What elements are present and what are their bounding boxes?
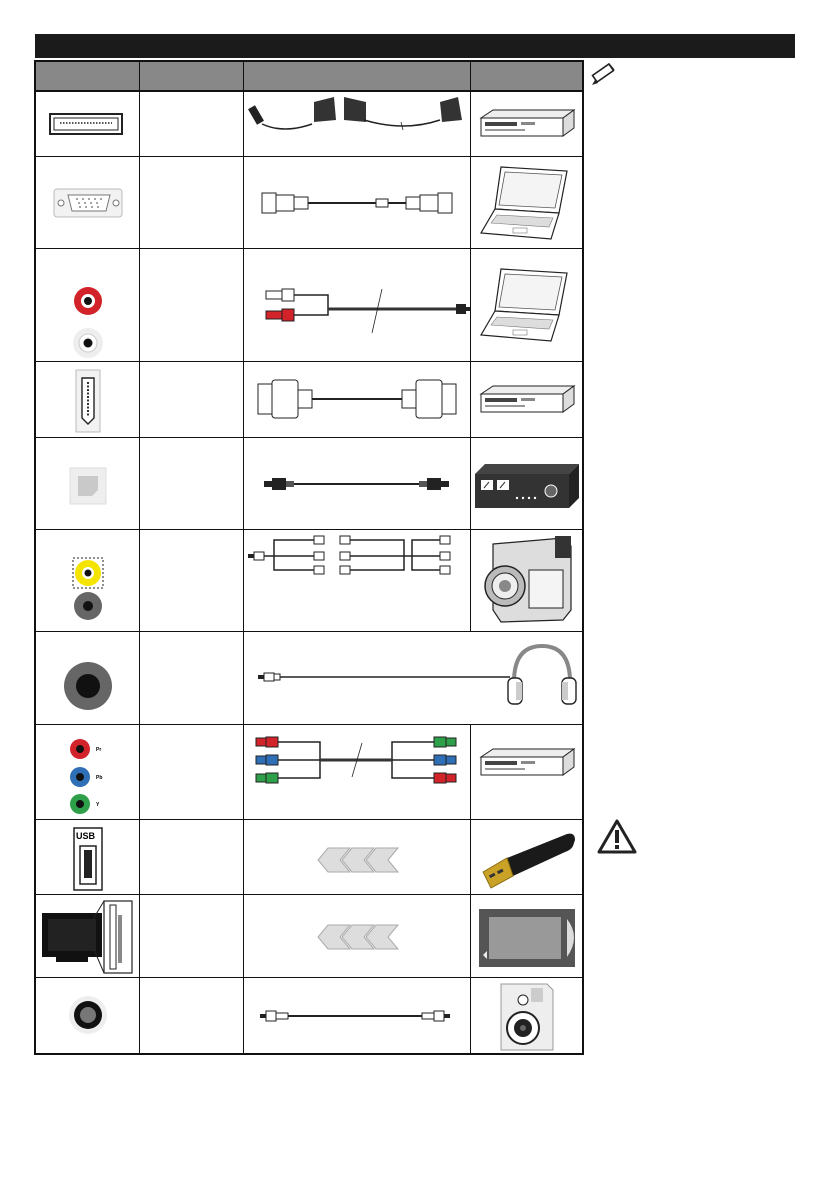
ci-card-icon [471, 895, 582, 978]
table-row [36, 249, 140, 362]
scart-port-icon [36, 92, 140, 157]
audio-split-cable-icon [244, 249, 471, 362]
table-row [36, 632, 140, 725]
cable-cell [244, 820, 471, 895]
laptop-icon [471, 249, 582, 362]
component-y-label: Y [96, 802, 100, 808]
connection-type-cell [140, 820, 244, 895]
device-cell [471, 362, 582, 438]
headphones-icon [502, 632, 582, 725]
device-cell [471, 157, 582, 249]
table-row [36, 725, 140, 820]
scart-cable-icon [244, 92, 471, 157]
cable-cell [244, 978, 471, 1053]
table-row [36, 820, 140, 895]
table-row [36, 438, 140, 530]
ci-slot-icon [36, 895, 140, 978]
pencil-note-icon [591, 60, 625, 86]
device-cell [471, 92, 582, 157]
column-header-type [140, 62, 244, 92]
connection-type-cell [140, 362, 244, 438]
subwoofer-icon [471, 978, 582, 1053]
coax-cable-icon [244, 978, 471, 1053]
connection-type-cell [140, 530, 244, 632]
table-row [36, 362, 140, 438]
usb-port-icon [36, 820, 140, 895]
connection-type-cell [140, 157, 244, 249]
connection-type-cell [140, 92, 244, 157]
device-cell [471, 249, 582, 362]
cable-cell [244, 362, 471, 438]
cable-cell [244, 725, 471, 820]
component-pr-label: Pr [96, 747, 102, 753]
usb-stick-icon [471, 820, 582, 895]
vga-cable-icon [244, 157, 471, 249]
dvd-recorder-icon [471, 92, 582, 157]
dvd-recorder-icon [471, 725, 582, 820]
table-row [36, 92, 140, 157]
component-cable-icon [244, 725, 471, 820]
connection-type-cell [140, 978, 244, 1053]
table-row [36, 895, 140, 978]
laptop-icon [471, 157, 582, 249]
connection-type-cell [140, 895, 244, 978]
device-cell [471, 530, 582, 632]
column-header-device [471, 62, 582, 92]
column-header-connector [36, 62, 140, 92]
component-port-icon [36, 725, 140, 820]
insert-arrows-icon [244, 895, 471, 978]
amplifier-icon [471, 438, 582, 530]
table-row [36, 157, 140, 249]
connection-type-cell [140, 249, 244, 362]
av-cable-icon [244, 530, 471, 632]
table-row [36, 530, 140, 632]
device-cell [471, 725, 582, 820]
component-pb-label: Pb [96, 775, 103, 781]
warning-triangle-icon [596, 818, 638, 856]
device-cell [471, 978, 582, 1053]
table-row [36, 978, 140, 1053]
headphone-port-icon [36, 632, 140, 725]
pc-audio-port-icon [36, 249, 140, 362]
dvd-recorder-icon [471, 362, 582, 438]
device-cell [471, 895, 582, 978]
vga-port-icon [36, 157, 140, 249]
cable-cell [244, 632, 582, 725]
optical-port-icon [36, 438, 140, 530]
device-cell [471, 820, 582, 895]
section-title-bar [35, 34, 795, 58]
connection-type-cell [140, 725, 244, 820]
connections-table [34, 60, 584, 1055]
device-cell [471, 438, 582, 530]
camcorder-icon [471, 530, 582, 632]
hdmi-cable-icon [244, 362, 471, 438]
insert-arrows-icon [244, 820, 471, 895]
cable-cell [244, 92, 471, 157]
connection-type-cell [140, 438, 244, 530]
cable-cell [244, 157, 471, 249]
cable-cell [244, 438, 471, 530]
cable-cell [244, 895, 471, 978]
usb-label: USB [76, 831, 96, 841]
connection-type-cell [140, 632, 244, 725]
column-header-cables [244, 62, 471, 92]
cable-cell [244, 530, 471, 632]
coax-port-icon [36, 978, 140, 1053]
optical-cable-icon [244, 438, 471, 530]
cable-cell [244, 249, 471, 362]
av-port-icon [36, 530, 140, 632]
hdmi-port-icon [36, 362, 140, 438]
